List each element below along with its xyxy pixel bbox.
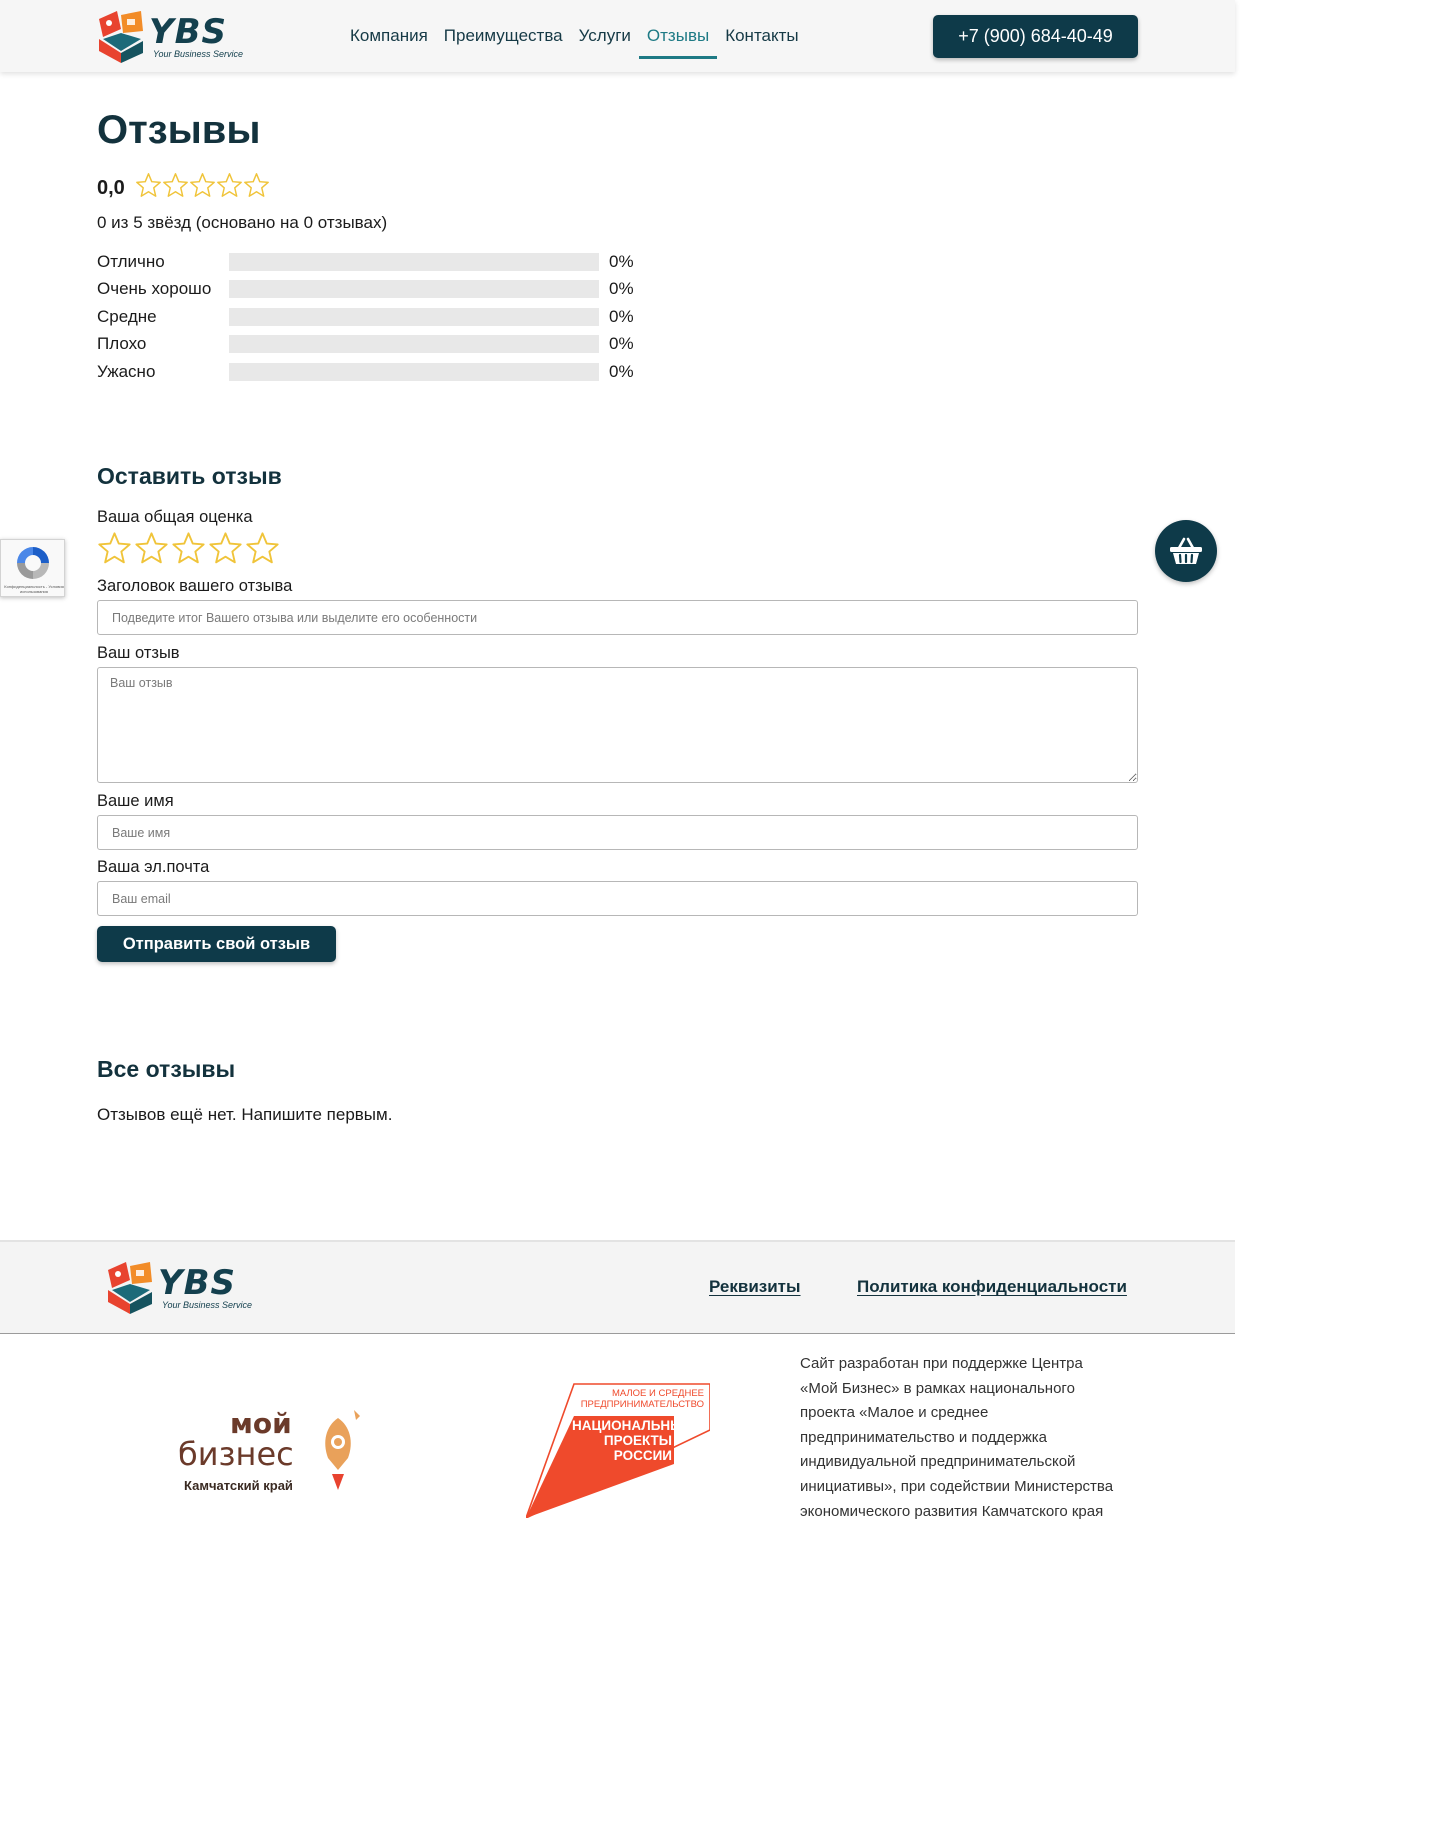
rating-breakdown-percent: 0% xyxy=(609,361,634,381)
footer-logo-tagline: Your Business Service xyxy=(162,1300,253,1310)
rating-breakdown-row[interactable] xyxy=(97,276,634,304)
review-text-label: Ваш отзыв xyxy=(97,644,180,662)
national-projects-line3: РОССИИ xyxy=(613,1448,672,1463)
star-icon xyxy=(243,172,270,204)
recaptcha-text: Конфиденциальность - Условия использования xyxy=(4,584,64,594)
national-projects-top: МАЛОЕ И СРЕДНЕЕ ПРЕДПРИНИМАТЕЛЬСТВО xyxy=(580,1388,704,1410)
nav-item-services[interactable]: Услуги xyxy=(578,26,631,45)
logo-wordmark: YBS xyxy=(149,12,228,52)
rating-breakdown-label: Ужасно xyxy=(97,361,156,381)
rating-breakdown-bar xyxy=(229,280,599,298)
average-rating xyxy=(97,172,270,204)
star-icon xyxy=(216,172,243,204)
header-logo[interactable] xyxy=(97,9,243,65)
average-rating-value: 0,0 xyxy=(97,176,125,199)
recaptcha-icon xyxy=(13,543,53,583)
footer-logo-wordmark: YBS xyxy=(158,1263,237,1303)
review-text-input[interactable] xyxy=(97,667,1138,783)
footer-link-requisites[interactable]: Реквизиты xyxy=(709,1277,801,1296)
star-icon xyxy=(135,172,162,204)
rating-breakdown-percent: 0% xyxy=(609,251,634,271)
page-title: Отзывы xyxy=(97,108,261,152)
rating-breakdown xyxy=(97,248,634,386)
star-icon xyxy=(162,172,189,204)
rating-breakdown-percent: 0% xyxy=(609,306,634,326)
national-projects-line1: НАЦИОНАЛЬНЫЕ xyxy=(572,1418,693,1433)
moy-biznes-line2: бизнес xyxy=(178,1435,294,1473)
rating-breakdown-label: Плохо xyxy=(97,334,147,354)
rating-breakdown-percent: 0% xyxy=(609,334,634,354)
main-nav xyxy=(342,0,807,72)
rating-breakdown-bar xyxy=(229,363,599,381)
recaptcha-badge[interactable] xyxy=(0,539,65,597)
site-header xyxy=(0,0,1235,72)
footer-link-privacy-policy[interactable]: Политика конфиденциальности xyxy=(857,1277,1127,1296)
rating-breakdown-bar xyxy=(229,335,599,353)
rating-summary: 0 из 5 звёзд (основано на 0 отзывах) xyxy=(97,213,388,232)
phone-button[interactable]: +7 (900) 684-40-49 xyxy=(933,15,1138,58)
national-projects-line2: ПРОЕКТЫ xyxy=(603,1433,672,1448)
leave-review-heading: Оставить отзыв xyxy=(97,463,282,489)
average-stars xyxy=(135,172,270,204)
all-reviews-heading: Все отзывы xyxy=(97,1056,236,1082)
review-title-input[interactable] xyxy=(97,600,1138,635)
moy-biznes-region: Камчатский край xyxy=(184,1478,293,1493)
rating-breakdown-row[interactable] xyxy=(97,303,634,331)
cart-button[interactable] xyxy=(1155,520,1217,582)
rating-breakdown-row[interactable] xyxy=(97,358,634,386)
rating-breakdown-percent: 0% xyxy=(609,279,634,299)
moy-biznes-logo[interactable] xyxy=(178,1408,368,1498)
nav-item-reviews[interactable]: Отзывы xyxy=(639,0,717,72)
ybs-logo-icon xyxy=(97,9,145,65)
overall-rating-label: Ваша общая оценка xyxy=(97,508,253,526)
review-title-label: Заголовок вашего отзыва xyxy=(97,577,293,595)
rating-star-5[interactable] xyxy=(245,531,280,571)
rating-breakdown-bar xyxy=(229,253,599,271)
rating-breakdown-label: Очень хорошо xyxy=(97,279,212,299)
nav-item-company[interactable]: Компания xyxy=(350,26,428,45)
logo-tagline: Your Business Service xyxy=(153,49,244,59)
rating-breakdown-bar xyxy=(229,308,599,326)
no-reviews-text: Отзывов ещё нет. Напишите первым. xyxy=(97,1105,393,1124)
rating-star-2[interactable] xyxy=(134,531,169,571)
rating-star-1[interactable] xyxy=(97,531,132,571)
nav-item-advantages[interactable]: Преимущества xyxy=(443,26,563,45)
rating-input xyxy=(97,531,282,571)
rating-star-3[interactable] xyxy=(171,531,206,571)
rating-breakdown-row[interactable] xyxy=(97,331,634,359)
rating-star-4[interactable] xyxy=(208,531,243,571)
name-label: Ваше имя xyxy=(97,792,174,810)
rating-breakdown-label: Отлично xyxy=(97,251,165,271)
email-label: Ваша эл.почта xyxy=(97,858,210,876)
ybs-logo-icon xyxy=(106,1260,154,1316)
submit-review-button[interactable]: Отправить свой отзыв xyxy=(97,926,336,962)
rocket-icon xyxy=(316,1408,362,1494)
name-input[interactable] xyxy=(97,815,1138,850)
footer-support-text: Сайт разработан при поддержке Центра «Мой Бизнес» в рамках национального проекта «Малое и среднее предпринимательство и поддержка индивидуальной предпринимательской инициативы», при содействии Министерства экономического развития Камчатского края xyxy=(800,1355,1114,1520)
star-icon xyxy=(189,172,216,204)
rating-breakdown-row[interactable] xyxy=(97,248,634,276)
national-projects-logo[interactable] xyxy=(526,1382,710,1518)
nav-item-contacts[interactable]: Контакты xyxy=(725,26,799,45)
email-input[interactable] xyxy=(97,881,1138,916)
basket-icon xyxy=(1169,537,1203,565)
moy-biznes-line1: мой xyxy=(230,1407,292,1440)
rating-breakdown-label: Средне xyxy=(97,306,157,326)
footer-logo[interactable] xyxy=(106,1260,252,1316)
